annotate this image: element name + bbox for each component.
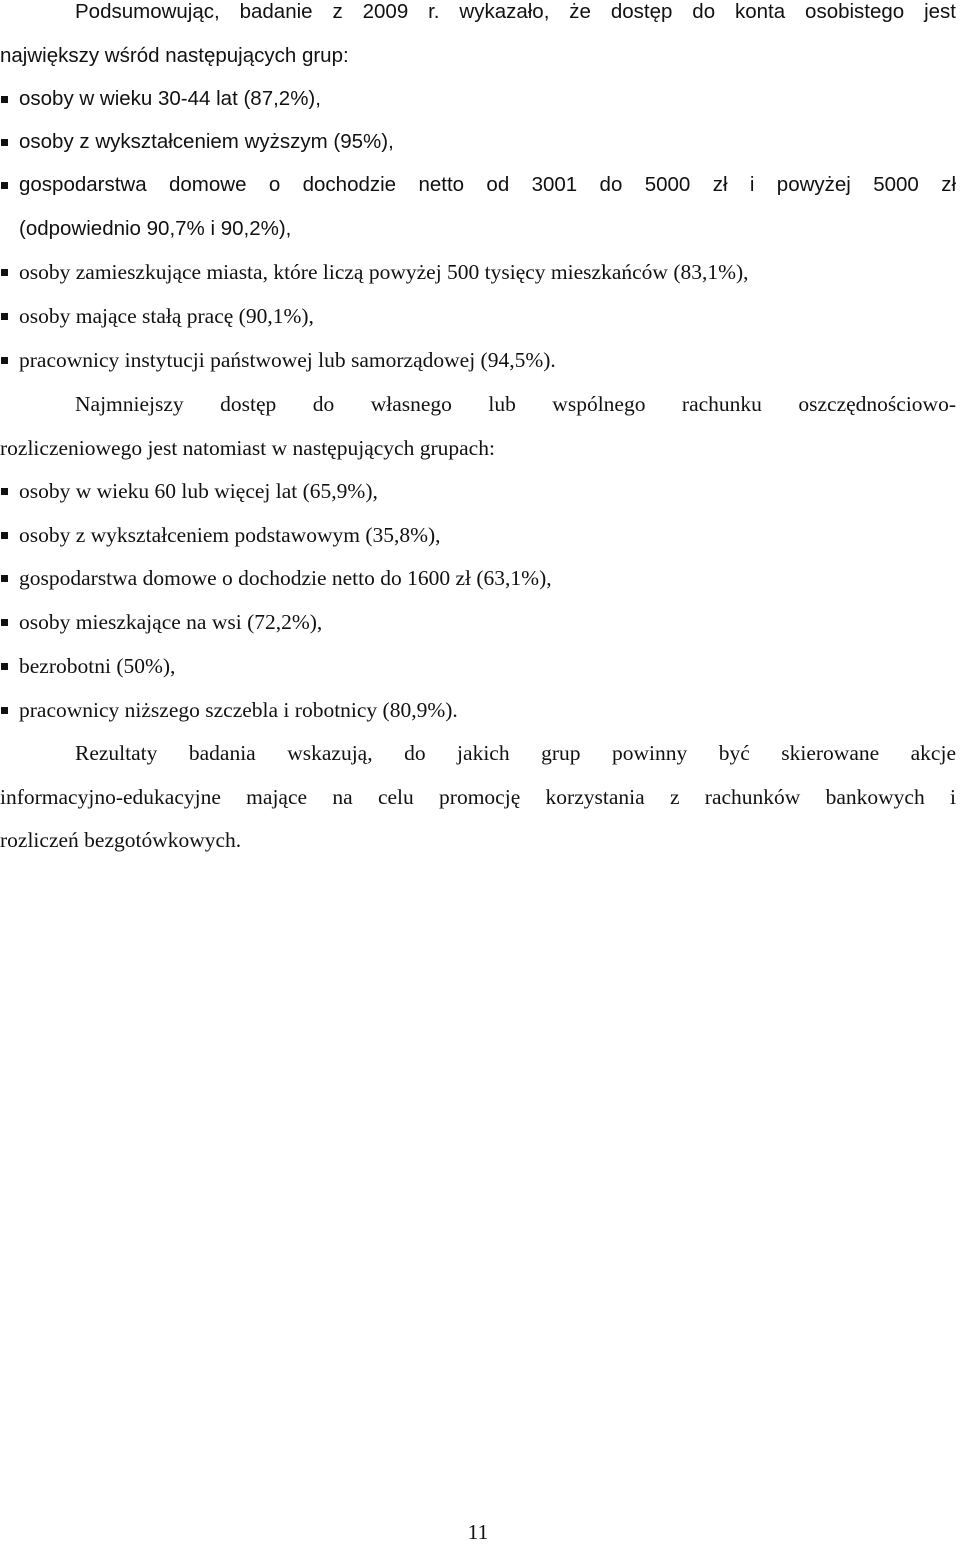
list-item	[0, 250, 956, 294]
section2-intro-line2: rozliczeniowego jest natomiast w następujących grupach:	[0, 436, 495, 460]
section1-intro-line2: największy wśród następujących grup:	[0, 44, 349, 67]
square-bullet-icon	[1, 619, 8, 626]
list-item-text: osoby w wieku 30-44 lat (87,2%),	[19, 87, 321, 110]
list-item	[0, 77, 956, 121]
list-item-text: osoby w wieku 60 lub więcej lat (65,9%),	[19, 479, 378, 503]
square-bullet-icon	[1, 532, 8, 539]
list-item-text: bezrobotni (50%),	[19, 654, 176, 678]
list-item-continuation: (odpowiednio 90,7% i 90,2%),	[19, 217, 292, 240]
page-number: 11	[467, 1520, 489, 1544]
list-item-text: osoby z wykształceniem wyższym (95%),	[19, 130, 394, 153]
list-item-text: pracownicy niższego szczebla i robotnicy (80,9%).	[19, 698, 458, 722]
section2-intro-line1: Najmniejszy dostęp do własnego lub wspólnego rachunku oszczędnościowo-	[75, 392, 956, 416]
square-bullet-icon	[1, 96, 8, 103]
list-item-text: pracownicy instytucji państwowej lub samorządowej (94,5%).	[19, 348, 556, 372]
conclusion-line1: Rezultaty badania wskazują, do jakich grup powinny być skierowane akcje	[75, 741, 956, 765]
list-item-text: osoby zamieszkujące miasta, które liczą powyżej 500 tysięcy mieszkańców (83,1%),	[19, 260, 749, 284]
list-item	[0, 644, 956, 688]
section1-intro-line1: Podsumowując, badanie z 2009 r. wykazało, że dostęp do konta osobistego jest	[75, 0, 956, 23]
list-item	[0, 294, 956, 338]
square-bullet-icon	[1, 139, 8, 146]
list-item	[0, 120, 956, 164]
list-item	[0, 556, 956, 600]
list-item	[0, 338, 956, 382]
square-bullet-icon	[1, 707, 8, 714]
list-item	[0, 469, 956, 513]
conclusion-line3: rozliczeń bezgotówkowych.	[0, 828, 242, 852]
list-item	[0, 688, 956, 732]
square-bullet-icon	[1, 575, 8, 582]
conclusion-line2: informacyjno-edukacyjne mające na celu promocję korzystania z rachunków bankowych i	[0, 785, 956, 809]
square-bullet-icon	[1, 357, 8, 364]
list-item-text: gospodarstwa domowe o dochodzie netto od 3001 do 5000 zł i powyżej 5000 zł	[19, 173, 956, 196]
list-item	[0, 163, 956, 207]
square-bullet-icon	[1, 313, 8, 320]
square-bullet-icon	[1, 663, 8, 670]
square-bullet-icon	[1, 269, 8, 276]
square-bullet-icon	[1, 488, 8, 495]
list-item-text: osoby z wykształceniem podstawowym (35,8%),	[19, 523, 441, 547]
list-item	[0, 600, 956, 644]
list-item-text: gospodarstwa domowe o dochodzie netto do 1600 zł (63,1%),	[19, 566, 552, 590]
square-bullet-icon	[1, 182, 8, 189]
list-item-text: osoby mieszkające na wsi (72,2%),	[19, 610, 323, 634]
list-item-text: osoby mające stałą pracę (90,1%),	[19, 304, 314, 328]
list-item	[0, 513, 956, 557]
